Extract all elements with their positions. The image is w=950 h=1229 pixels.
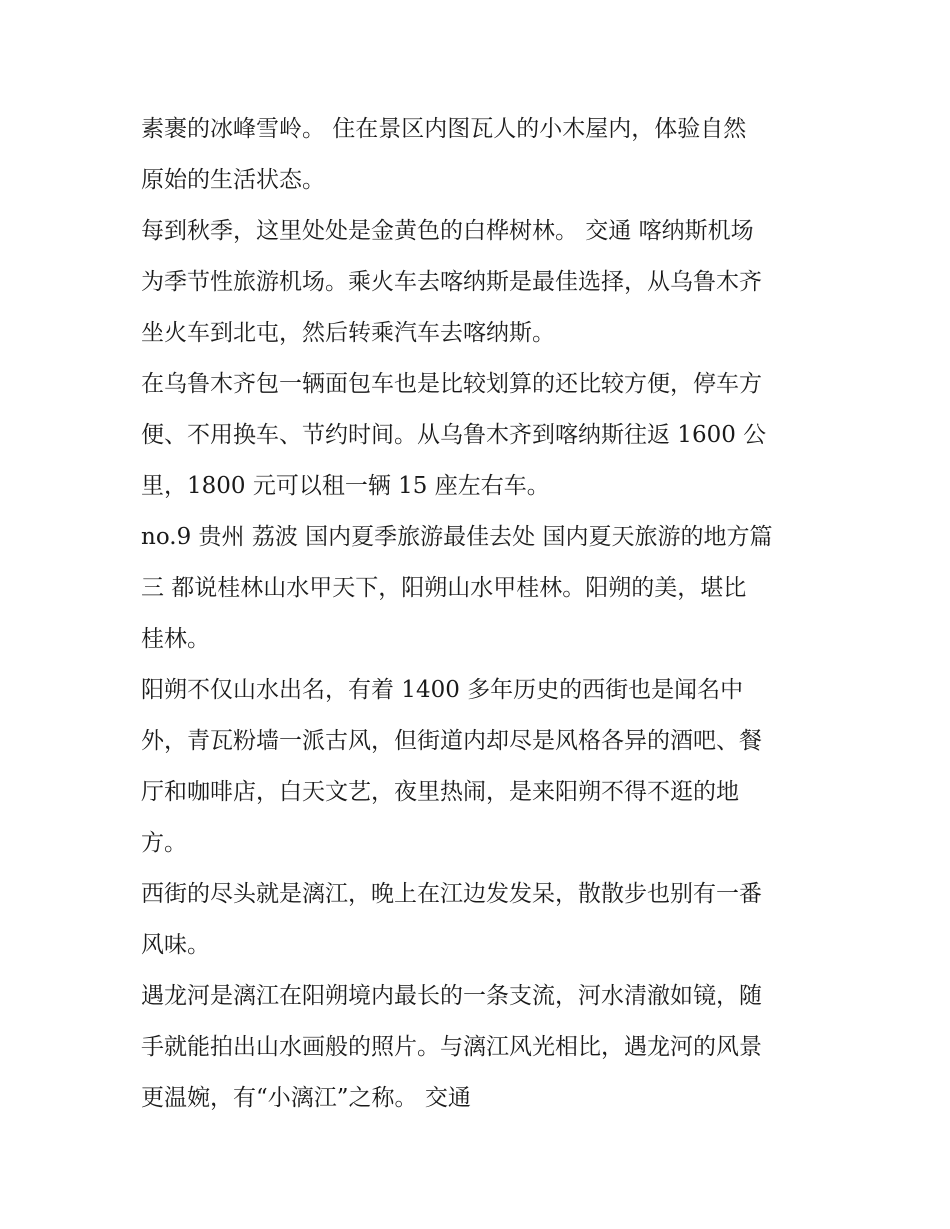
paragraph-3 <box>141 359 821 512</box>
text-line: 遇龙河是漓江在阳朔境内最长的一条支流，河水清澈如镜，随 <box>141 983 762 1009</box>
paragraph-6 <box>141 869 821 971</box>
text-line: 原始的生活状态。 <box>141 167 325 193</box>
paragraph-4 <box>141 512 821 665</box>
text-line: 桂林。 <box>141 626 210 652</box>
paragraph-5 <box>141 665 821 869</box>
text-line: no.9 贵州 荔波 国内夏季旅游最佳去处 国内夏天旅游的地方篇 <box>141 524 773 550</box>
text-line: 素裹的冰峰雪岭。 住在景区内图瓦人的小木屋内，体验自然 <box>141 116 747 142</box>
text-line: 在乌鲁木齐包一辆面包车也是比较划算的还比较方便，停车方 <box>141 371 762 397</box>
text-line: 三 都说桂林山水甲天下，阳朔山水甲桂林。阳朔的美，堪比 <box>141 575 747 601</box>
text-line: 厅和咖啡店，白天文艺，夜里热闹，是来阳朔不得不逛的地 <box>141 779 739 805</box>
text-line: 为季节性旅游机场。乘火车去喀纳斯是最佳选择，从乌鲁木齐 <box>141 269 762 295</box>
text-line: 每到秋季，这里处处是金黄色的白桦树林。 交通 喀纳斯机场 <box>141 218 754 244</box>
text-line: 便、不用换车、节约时间。从乌鲁木齐到喀纳斯往返 1600 公 <box>141 422 767 448</box>
text-line: 里，1800 元可以租一辆 15 座左右车。 <box>141 473 550 499</box>
text-line: 手就能拍出山水画般的照片。与漓江风光相比，遇龙河的风景 <box>141 1034 762 1060</box>
document-body <box>141 104 821 1124</box>
paragraph-1 <box>141 104 821 206</box>
paragraph-7 <box>141 971 821 1124</box>
text-line: 阳朔不仅山水出名，有着 1400 多年历史的西街也是闻名中 <box>141 677 744 703</box>
text-line: 更温婉，有“小漓江”之称。 交通 <box>141 1085 471 1111</box>
paragraph-2 <box>141 206 821 359</box>
text-line: 坐火车到北屯，然后转乘汽车去喀纳斯。 <box>141 320 555 346</box>
text-line: 外，青瓦粉墙一派古风，但街道内却尽是风格各异的酒吧、餐 <box>141 728 762 754</box>
text-line: 风味。 <box>141 932 210 958</box>
text-line: 西街的尽头就是漓江，晚上在江边发发呆，散散步也别有一番 <box>141 881 762 907</box>
text-line: 方。 <box>141 830 187 856</box>
